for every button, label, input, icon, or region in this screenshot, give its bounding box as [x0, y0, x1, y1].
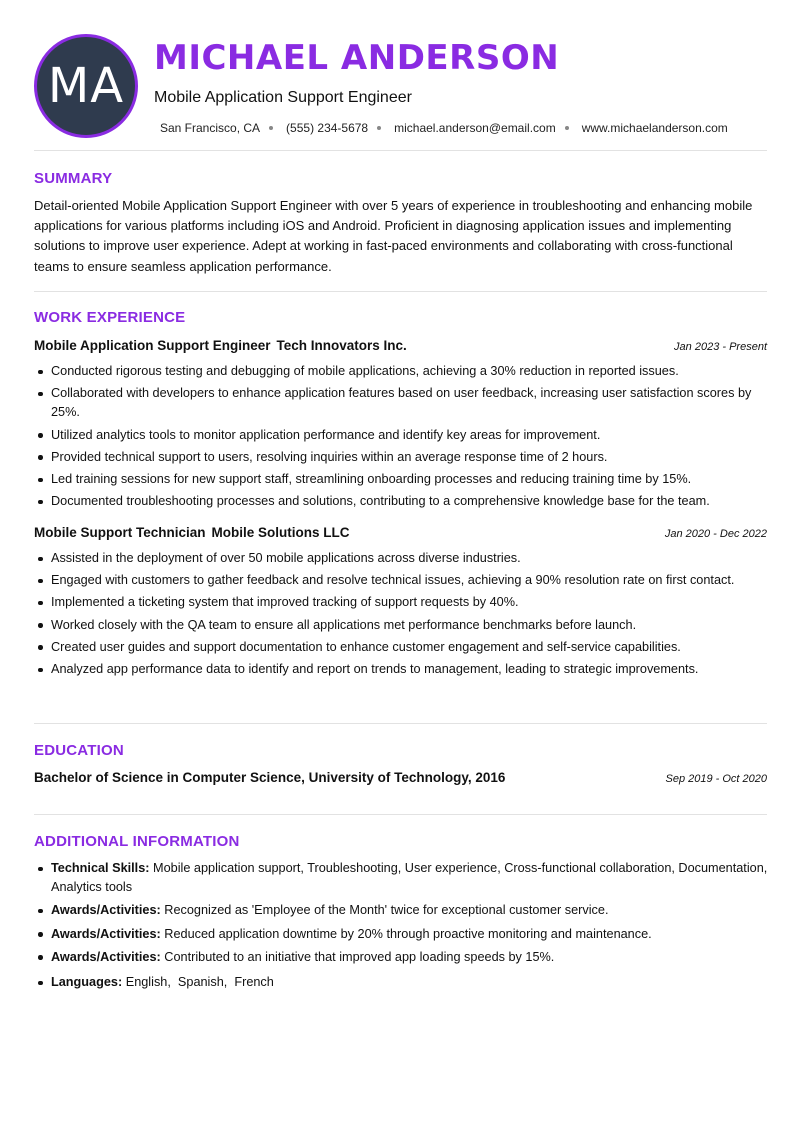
education-dates: Sep 2019 - Oct 2020 — [665, 773, 767, 785]
education-heading: EDUCATION — [34, 742, 124, 759]
list-item — [34, 925, 769, 944]
list-item: Implemented a ticketing system that improved tracking of support requests by 40%. — [34, 593, 769, 612]
item-text: English, Spanish, French — [125, 975, 274, 990]
education-entry — [34, 770, 767, 785]
item-text: Recognized as 'Employee of the Month' twice for exceptional customer service. — [164, 903, 609, 918]
item-text: Mobile application support, Troubleshooting, User experience, Cross-functional collaboration, Documentation, Analytics tools — [51, 861, 768, 895]
list-item — [34, 948, 769, 967]
list-item: Created user guides and support documentation to enhance customer engagement and self-service capabilities. — [34, 638, 769, 657]
divider — [34, 291, 767, 292]
item-text: Contributed to an initiative that improved app loading speeds by 15%. — [164, 949, 555, 964]
summary-heading: SUMMARY — [34, 170, 113, 187]
list-item: Utilized analytics tools to monitor application performance and identify key areas for improvement. — [34, 426, 769, 445]
list-item: Provided technical support to users, resolving inquiries within an average response time of 2 hours. — [34, 448, 769, 467]
education-degree: Bachelor of Science in Computer Science, University of Technology, 2016 — [34, 770, 506, 785]
job-header — [34, 338, 767, 353]
list-item: Analyzed app performance data to identify and report on trends to management, leading to strategic improvements. — [34, 660, 769, 679]
job-dates: Jan 2020 - Dec 2022 — [664, 528, 767, 540]
item-label: Languages: — [51, 975, 123, 990]
list-item — [34, 901, 769, 920]
work-experience-heading: WORK EXPERIENCE — [34, 309, 186, 326]
job-company: Tech Innovators Inc. — [276, 338, 407, 353]
item-label: Awards/Activities: — [51, 926, 161, 941]
job-role: Mobile Application Support Engineer — [34, 338, 271, 353]
contact-location: San Francisco, CA — [160, 121, 261, 135]
avatar-initials: MA — [47, 58, 125, 114]
contact-email[interactable]: michael.anderson@email.com — [394, 121, 556, 135]
divider — [34, 814, 767, 815]
job-role-line — [34, 338, 407, 353]
item-text: Reduced application downtime by 20% through proactive monitoring and maintenance. — [164, 926, 652, 941]
job-role-line — [34, 525, 350, 540]
list-item: Collaborated with developers to enhance application features based on user feedback, increasing user satisfaction scores by 25%. — [34, 384, 769, 422]
list-item: Documented troubleshooting processes and solutions, contributing to a comprehensive knowledge base for the team. — [34, 492, 769, 511]
list-item: Conducted rigorous testing and debugging of mobile applications, achieving a 30% reduction in reported issues. — [34, 362, 769, 381]
additional-info-heading: ADDITIONAL INFORMATION — [34, 833, 240, 850]
contact-phone: (555) 234-5678 — [286, 121, 369, 135]
divider — [34, 150, 767, 151]
job-header — [34, 525, 767, 540]
item-label: Awards/Activities: — [51, 949, 161, 964]
avatar — [34, 34, 138, 138]
item-label: Awards/Activities: — [51, 903, 161, 918]
job-dates: Jan 2023 - Present — [674, 341, 767, 353]
list-item: Led training sessions for new support staff, streamlining onboarding processes and reducing training time by 15%. — [34, 470, 769, 489]
job-role: Mobile Support Technician — [34, 525, 206, 540]
separator-dot-icon — [269, 126, 273, 130]
contact-website[interactable]: www.michaelanderson.com — [581, 121, 728, 135]
separator-dot-icon — [377, 126, 381, 130]
candidate-name: MICHAEL ANDERSON — [154, 38, 560, 78]
item-label: Technical Skills: — [51, 861, 150, 875]
contact-line — [160, 121, 728, 135]
job-company: Mobile Solutions LLC — [211, 525, 350, 540]
job-bullets — [34, 362, 769, 514]
job-bullets — [34, 549, 769, 682]
separator-dot-icon — [565, 126, 569, 130]
list-item: Engaged with customers to gather feedback and resolve technical issues, achieving a 90% resolution rate on first contact. — [34, 571, 769, 590]
additional-info-list — [34, 859, 769, 996]
divider — [34, 723, 767, 724]
list-item: Worked closely with the QA team to ensure all applications met performance benchmarks before launch. — [34, 616, 769, 635]
list-item — [34, 859, 769, 897]
candidate-title: Mobile Application Support Engineer — [154, 89, 412, 106]
list-item — [34, 973, 769, 992]
list-item: Assisted in the deployment of over 50 mobile applications across diverse industries. — [34, 549, 769, 568]
summary-text: Detail-oriented Mobile Application Support Engineer with over 5 years of experience in troubleshooting and enhancing mobile applications for various platforms including iOS and Android. Proficient in diagnosing application issues and implementing solutions to improve user experience. Adept at working in fast-paced environments and collaborating with cross-functional teams to ensure seamless application performance. — [34, 198, 753, 274]
